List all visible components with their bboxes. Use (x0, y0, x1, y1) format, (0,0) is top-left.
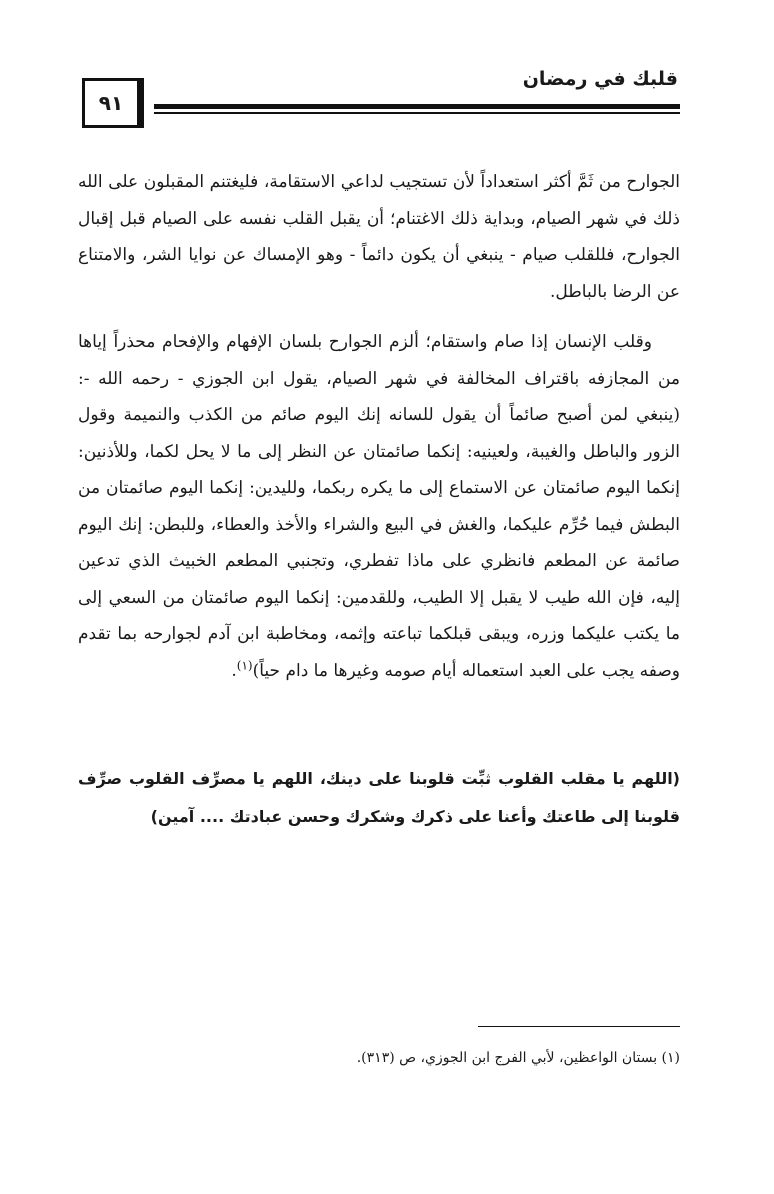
paragraph-1: الجوارح من ثَمَّ أكثر استعداداً لأن تستجيب لداعي الاستقامة، فليغتنم المقبلون على الله ذلك في شهر الصيام، وبداية ذلك الاغتنام؛ أن يقبل القلب نفسه على الصيام قبل إقبال الجوارح، فللقلب صيام - ينبغي أن يكون دائماً - وهو الإمساك عن نوايا الشر، والامتناع عن الرضا بالباطل. (78, 172, 680, 302)
page-number: ٩١ (98, 91, 124, 115)
body-text (78, 164, 680, 703)
page-number-box (82, 78, 144, 128)
paragraph-2 (78, 324, 680, 689)
prayer-text: (اللهم يا مقلب القلوب ثبِّت قلوبنا على دينك، اللهم يا مصرِّف القلوب صرِّف قلوبنا إلى طاعتك وأعنا على ذكرك وشكرك وحسن عبادتك .... آمين) (78, 769, 680, 826)
footnote-reference[interactable]: (١) (236, 657, 253, 672)
header-rule-thick (154, 104, 680, 109)
page-header (82, 60, 680, 140)
paragraph-2-text: وقلب الإنسان إذا صام واستقام؛ ألزم الجوارح بلسان الإفهام والإفحام محذراً إياها من المجازفه باقتراف المخالفة في شهر الصيام، يقول ابن الجوزي - رحمه الله -: (ينبغي لمن أصبح صائماً أن يقول للسانه إنك اليوم صائم من الكذب والنميمة وقول الزور والباطل والغيبة، ولعينيه: إنكما صائمتان عن النظر إلى ما لا يحل لكما، وللأذنين: إنكما اليوم صائمتان عن الاستماع إلى ما يكره ربكما، ولليدين: إنكما اليوم صائمتان من البطش فيما حُرِّم عليكما، والغش في البيع والشراء والأخذ والعطاء، وللبطن: إنك اليوم صائمة عن المطعم فانظري على ماذا تفطري، وتجنبي المطعم الخبيث الذي تدعين إليه، فإن الله طيب لا يقبل إلا الطيب، وللقدمين: إنكما اليوم صائمتان من السعي إلى ما يكتب عليكما وزره، ويبقى قبلكما تباعته وإثمه، ومخاطبة ابن آدم لجوارحه بما تقدم وصفه يجب على العبد استعماله أيام صومه وغيرها ما دام حياً) (78, 332, 680, 681)
paragraph-2-end: . (231, 660, 237, 681)
running-title: قلبك في رمضان (522, 68, 678, 90)
footnote-separator (478, 1026, 680, 1027)
header-rule-thin (154, 112, 680, 114)
footnote: (١) بستان الواعظين، لأبي الفرج ابن الجوزي، ص (٣١٣). (356, 1050, 680, 1066)
